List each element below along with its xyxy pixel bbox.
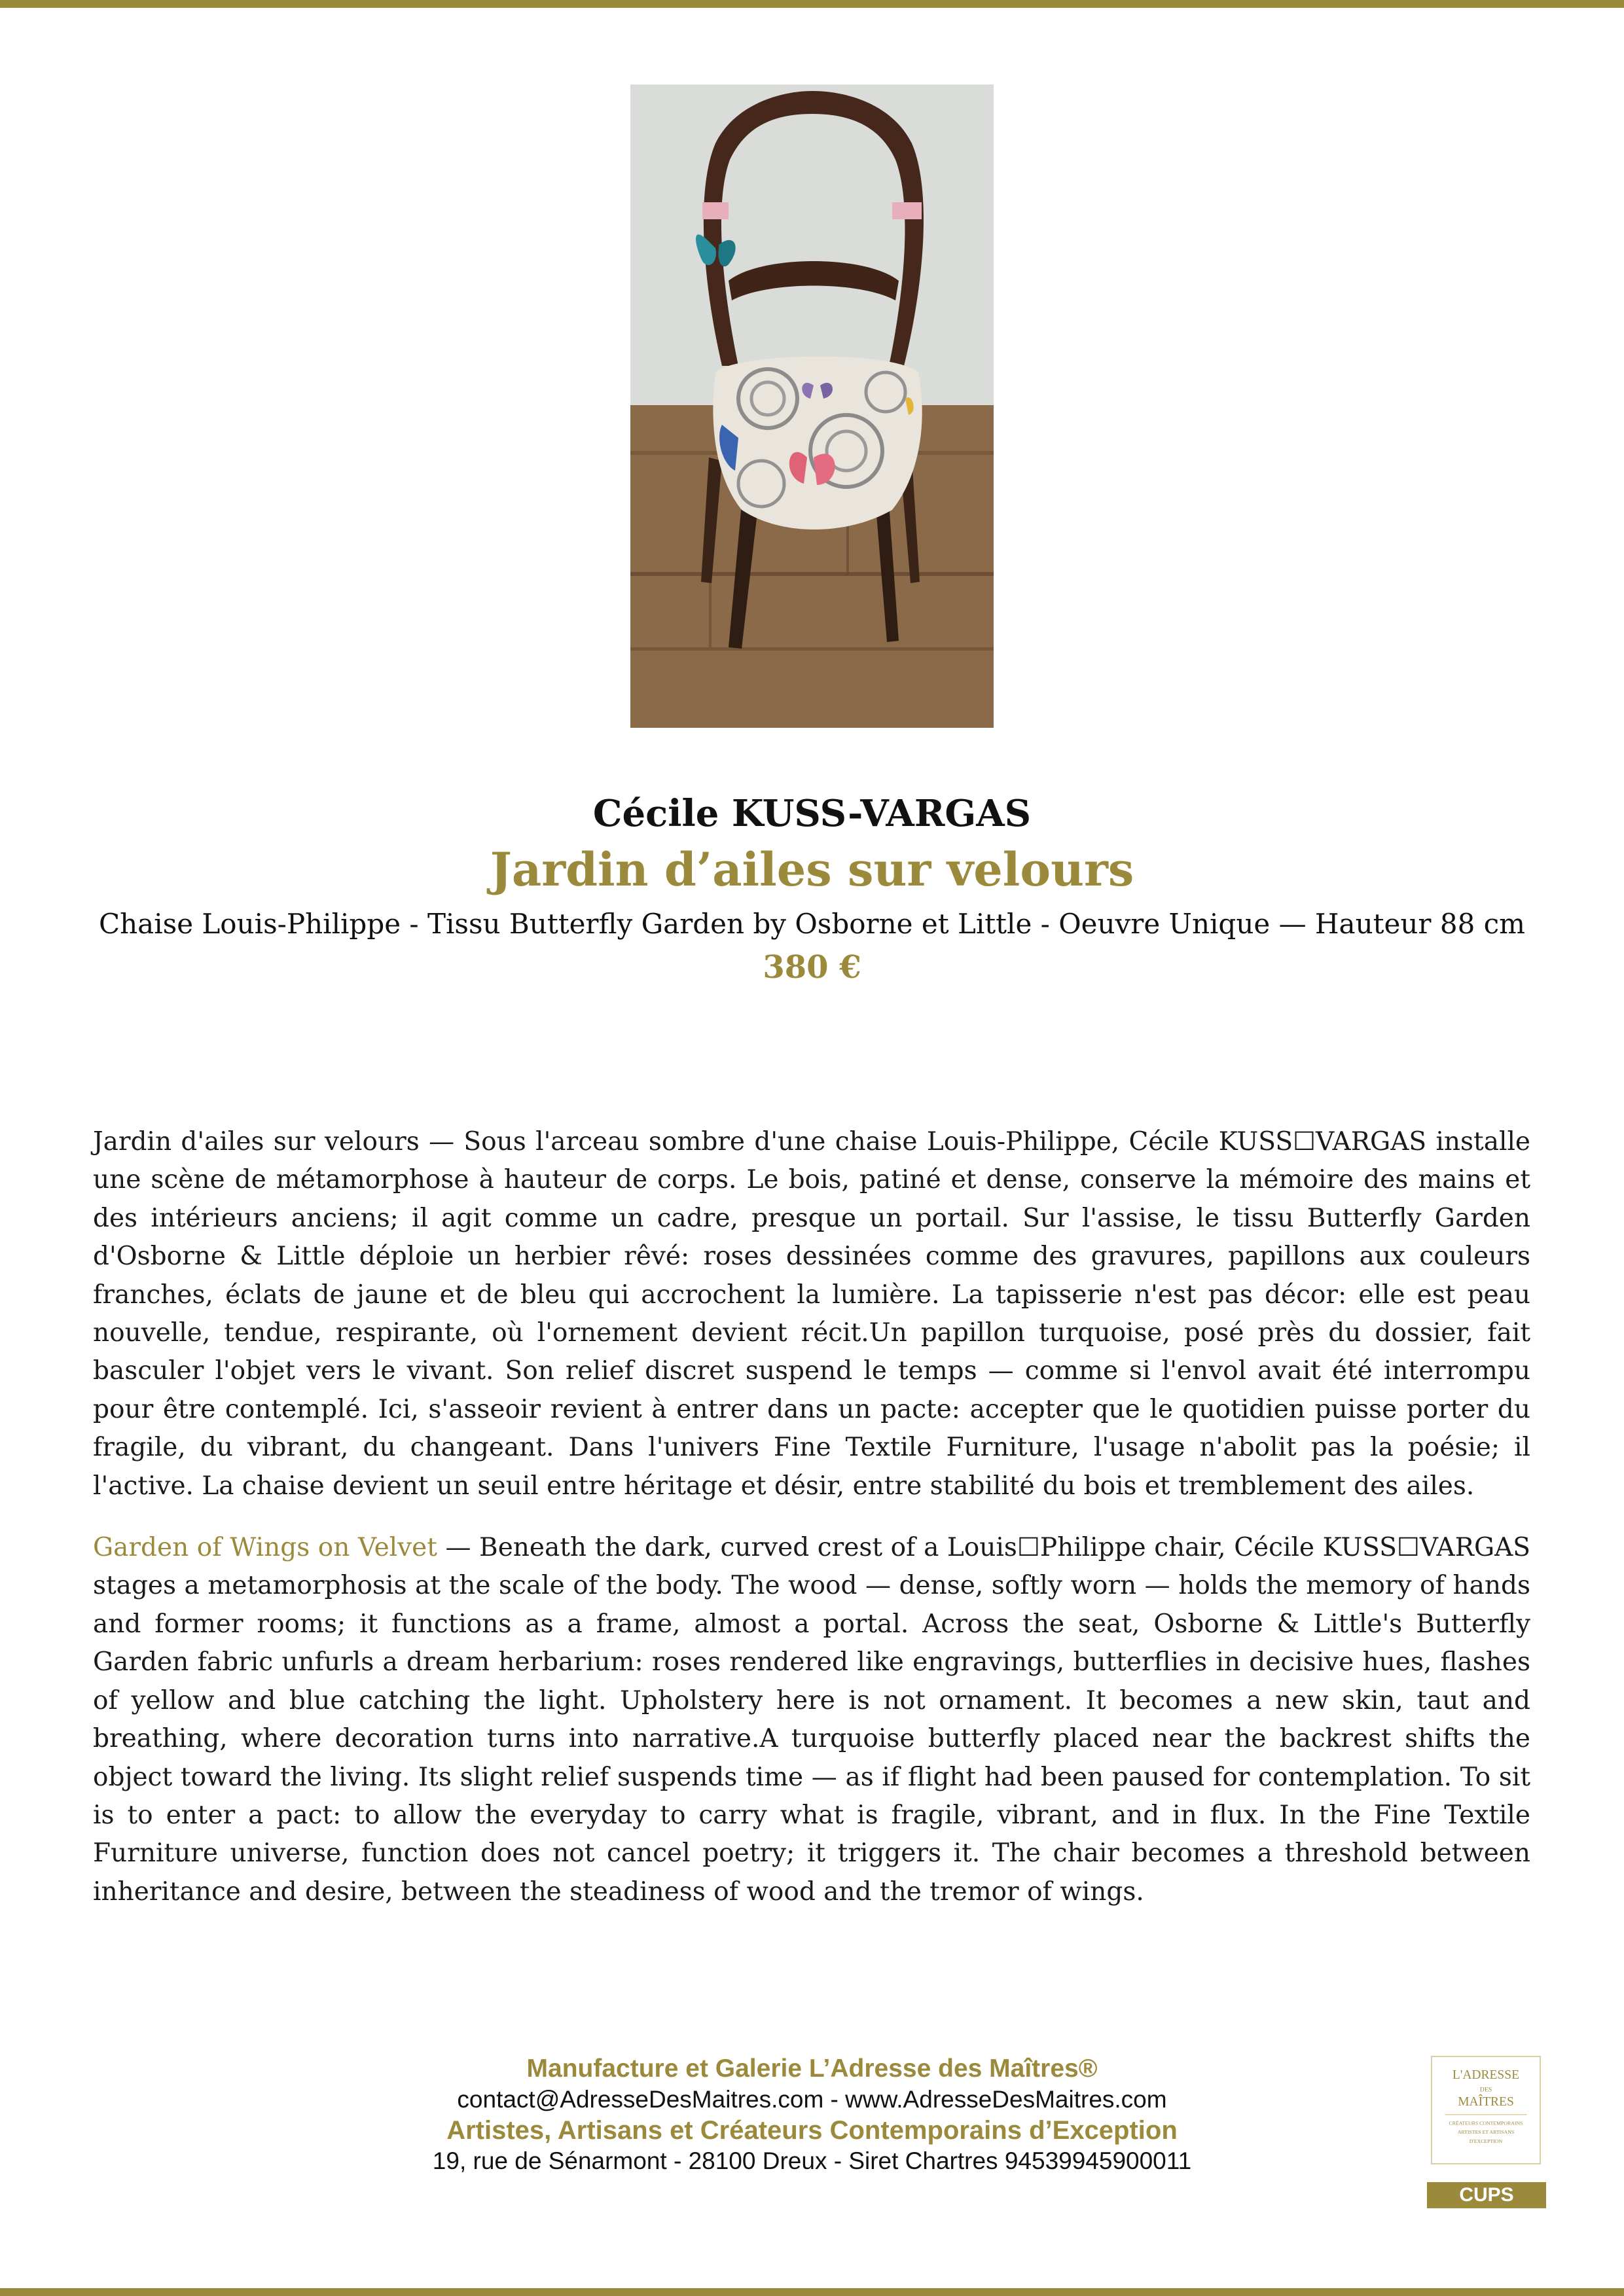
footer-gallery: Manufacture et Galerie L’Adresse des Maîtres® xyxy=(526,2054,1098,2083)
description xyxy=(93,1123,1530,1935)
artwork-heading xyxy=(0,792,1624,986)
footer-artists: Artistes, Artisans et Créateurs Contemporains d’Exception xyxy=(446,2116,1178,2145)
logo-tag1: CRÉATEURS CONTEMPORAINS xyxy=(1449,2120,1523,2126)
artwork-title: Jardin d’ailes sur velours xyxy=(490,842,1134,897)
gallery-logo xyxy=(1431,2056,1541,2164)
footer-address: 19, rue de Sénarmont - 28100 Dreux - Siret Chartres 94539945900011 xyxy=(432,2147,1192,2174)
artwork-subtitle: Chaise Louis-Philippe - Tissu Butterfly Garden by Osborne et Little - Oeuvre Unique — Hauteur 88 cm xyxy=(99,908,1525,941)
description-fr: Jardin d'ailes sur velours — Sous l'arceau sombre d'une chaise Louis-Philippe, Cécile KUSS☐VARGAS installe une scène de métamorphose à hauteur de corps. Le bois, patiné et dense, conserve la mémoire des mains et des intérieurs anciens; il agit comme un cadre, presque un portail. Sur l'assise, le tissu Butterfly Garden d'Osborne & Little déploie un herbier rêvé: roses dessinées comme des gravures, papillons aux couleurs franches, éclats de jaune et de bleu qui accrochent la lumière. La tapisserie n'est pas décor: elle est peau nouvelle, tendue, respirante, où l'ornement devient récit.Un papillon turquoise, posé près du dossier, fait basculer l'objet vers le vivant. Son relief discret suspend le temps — comme si l'envol avait été interrompu pour être contemplé. Ici, s'asseoir revient à entrer dans un pacte: accepter que le quotidien puisse porter du fragile, du vibrant, du changeant. Dans l'univers Fine Textile Furniture, l'usage n'abolit pas la poésie; il l'active. La chaise devient un seuil entre héritage et désir, entre stabilité du bois et tremblement des ailes. xyxy=(93,1127,1530,1501)
cups-badge: CUPS xyxy=(1427,2182,1546,2208)
logo-line2: DES xyxy=(1479,2086,1492,2094)
description-en-text: — Beneath the dark, curved crest of a Louis☐Philippe chair, Cécile KUSS☐VARGAS stages a metamorphosis at the scale of the body. The wood — dense, softly worn — holds the memory of hands and former rooms; it functions as a frame, almost a portal. Across the seat, Osborne & Little's Butterfly Garden fabric unfurls a dream herbarium: roses rendered like engravings, butterflies in decisive hues, flashes of yellow and blue catching the light. Upholstery here is not ornament. It becomes a new skin, taut and breathing, where decoration turns into narrative.A turquoise butterfly placed near the backrest shifts the object toward the living. Its slight relief suspends time — as if flight had been paused for contemplation. To sit is to enter a pact: to allow the everyday to carry what is fragile, vibrant, and in flux. In the Fine Textile Furniture universe, function does not cancel poetry; it triggers it. The chair becomes a threshold between inheritance and desire, between the steadiness of wood and the tremor of wings. xyxy=(93,1533,1530,1907)
description-en-title: Garden of Wings on Velvet xyxy=(93,1533,437,1563)
bottom-rule xyxy=(0,2288,1624,2296)
product-photo xyxy=(630,84,994,728)
top-rule xyxy=(0,0,1624,8)
artist-name: Cécile KUSS-VARGAS xyxy=(592,792,1032,835)
logo-tag2: ARTISTES ET ARTISANS xyxy=(1457,2129,1515,2136)
logo-line1: L'ADRESSE xyxy=(1452,2068,1520,2083)
footer xyxy=(0,2053,1624,2176)
logo-tag3: D'EXCEPTION xyxy=(1469,2138,1503,2144)
description-en xyxy=(93,1529,1530,1911)
artwork-price: 380 € xyxy=(763,948,861,986)
footer-contact: contact@AdresseDesMaitres.com - www.AdresseDesMaitres.com xyxy=(457,2086,1167,2113)
logo-line3: MAÎTRES xyxy=(1458,2095,1514,2109)
